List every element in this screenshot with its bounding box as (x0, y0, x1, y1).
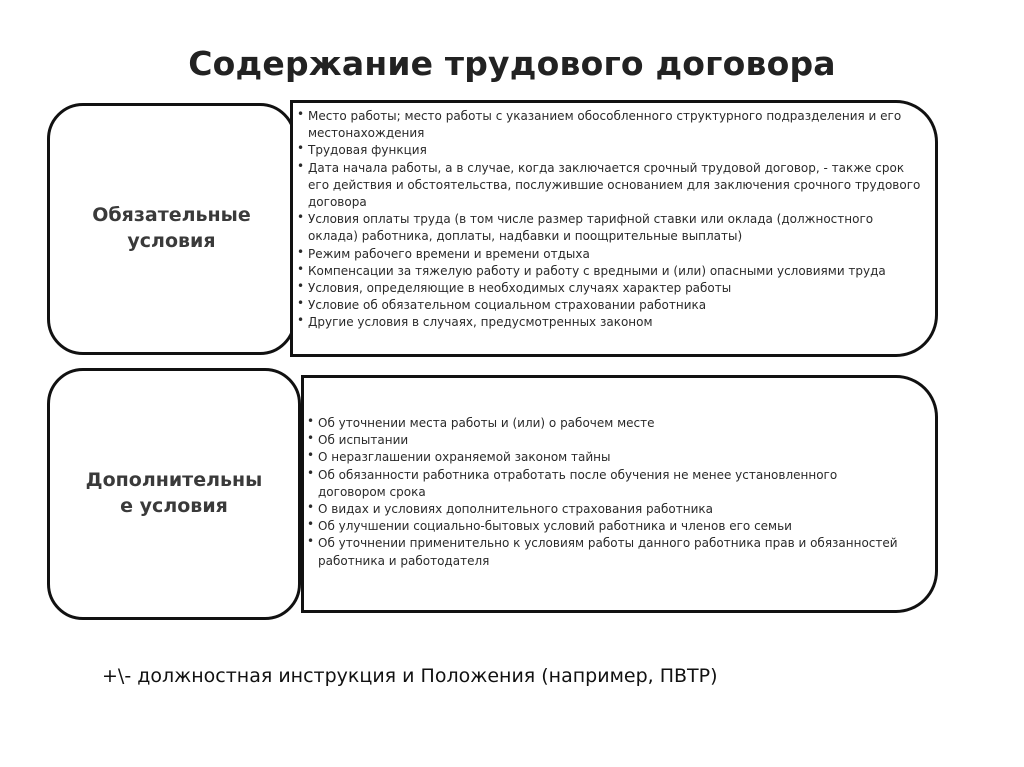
footnote: +\- должностная инструкция и Положения (например, ПВТР) (102, 665, 718, 687)
list-item: • Дата начала работы, а в случае, когда заключается срочный трудовой договор, - также срок его действия и обстоятельства, послужившие основанием для заключения срочного трудового договора (296, 160, 921, 212)
list-item: • Условия оплаты труда (в том числе размер тарифной ставки или оклада (должностного оклада) работника, доплаты, надбавки и поощрительные выплаты) (296, 211, 921, 245)
mandatory-label-line2: условия (127, 230, 216, 252)
list-item: • Место работы; место работы с указанием обособленного структурного подразделения и его местонахождения (296, 108, 921, 142)
mandatory-conditions-list (296, 108, 921, 332)
list-item: • Об улучшении социально-бытовых условий работника и членов его семьи (306, 518, 906, 535)
mandatory-conditions-label (92, 203, 251, 254)
mandatory-conditions-label-box (47, 103, 296, 355)
mandatory-label-line1: Обязательные (92, 204, 251, 227)
list-item: • Условия, определяющие в необходимых случаях характер работы (296, 280, 921, 297)
list-item: • Об уточнении места работы и (или) о рабочем месте (306, 415, 906, 432)
slide-title: Содержание трудового договора (188, 44, 836, 83)
additional-conditions-label-box (47, 368, 301, 620)
list-item: • Трудовая функция (296, 142, 921, 159)
list-item: • Другие условия в случаях, предусмотренных законом (296, 314, 921, 331)
list-item: • Режим рабочего времени и времени отдыха (296, 246, 921, 263)
additional-conditions-list (306, 415, 906, 570)
list-item: • О видах и условиях дополнительного страхования работника (306, 501, 906, 518)
list-item: • Об испытании (306, 432, 906, 449)
list-item: • Об уточнении применительно к условиям работы данного работника прав и обязанностей работника и работодателя (306, 535, 906, 569)
list-item: • О неразглашении охраняемой законом тайны (306, 449, 906, 466)
list-item: • Компенсации за тяжелую работу и работу с вредными и (или) опасными условиями труда (296, 263, 921, 280)
additional-conditions-label (86, 468, 263, 519)
box-corner (301, 564, 350, 613)
additional-label-line2: е условия (120, 495, 228, 517)
list-item: • Условие об обязательном социальном страховании работника (296, 297, 921, 314)
list-item: • Об обязанности работника отработать после обучения не менее установленного договором срока (306, 467, 906, 501)
additional-label-line1: Дополнительны (85, 469, 263, 492)
